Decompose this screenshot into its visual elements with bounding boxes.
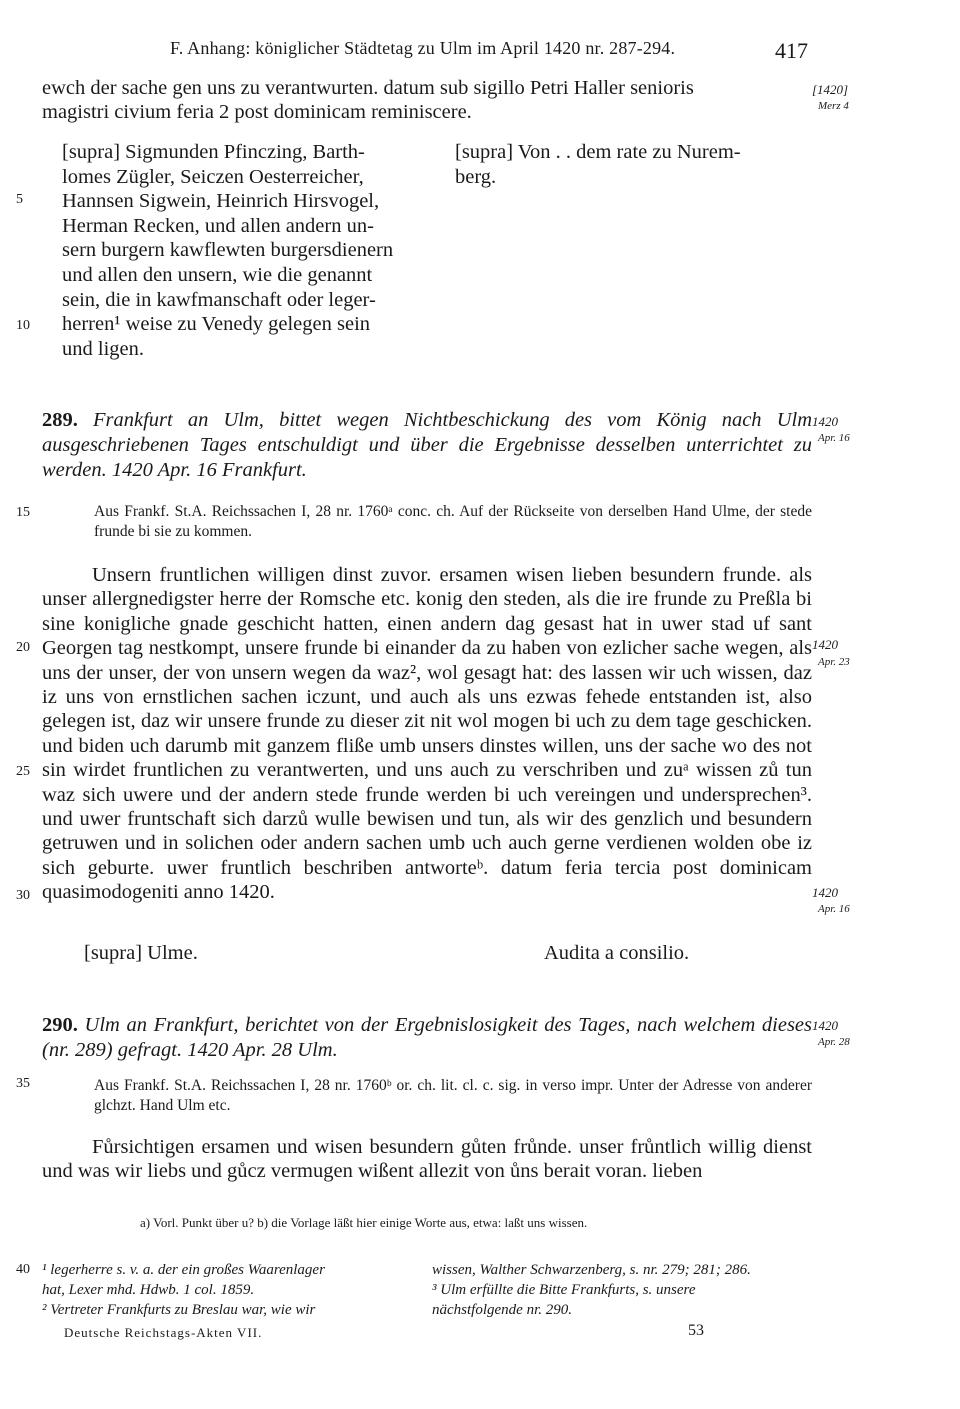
doc289-closing-right: Audita a consilio. bbox=[544, 942, 690, 964]
doc290-text: Fůrsichtigen ersamen und wisen besundern gůten frůnde. unser frůntlich willig dienst und was wir liebs und gůcz vermugen wißent allezit von ůns berait voran. lieben bbox=[42, 1136, 812, 1183]
doc290-margin-year: 1420 bbox=[812, 1018, 838, 1033]
doc290-title: Ulm an Frankfurt, berichtet von der Ergebnislosigkeit des Tages, nach welchem dieses (nr. 289) gefragt. 1420 Apr. 28 Ulm. bbox=[42, 1014, 813, 1061]
address-left bbox=[62, 140, 432, 361]
address-left-line: lomes Zügler, Seiczen Oesterreicher, bbox=[62, 165, 364, 188]
line-number: 15 bbox=[16, 505, 30, 520]
address-left-line: Herman Recken, und allen andern un- bbox=[62, 214, 374, 237]
footnote-line: ¹ legerherre s. v. a. der ein großes Waarenlager bbox=[42, 1262, 325, 1278]
line-number: 30 bbox=[16, 888, 30, 903]
address-left-line: und allen den unsern, wie die genannt bbox=[62, 263, 373, 286]
line-number: 20 bbox=[16, 640, 30, 655]
doc289-margin-date: Apr. 16 bbox=[818, 432, 850, 444]
address-right-line: [supra] Von . . dem rate zu Nurem- bbox=[455, 141, 741, 163]
doc289-title: Frankfurt an Ulm, bittet wegen Nichtbeschickung des vom König nach Ulm ausgeschriebenen Tages entschuldigt und über die Ergebnisse desselben unterrichtet zu werden. 1420 Apr. 16 Frankfurt. bbox=[42, 409, 812, 481]
intro-line-2: magistri civium feria 2 post dominicam reminiscere. bbox=[42, 101, 472, 123]
line-number: 35 bbox=[16, 1076, 30, 1091]
page-number: 417 bbox=[775, 38, 808, 63]
doc290-heading bbox=[42, 1013, 812, 1063]
address-left-line: sern burgern kawflewten burgersdienern bbox=[62, 239, 394, 262]
doc289-margin-year: 1420 bbox=[812, 414, 838, 429]
doc290-margin-date: Apr. 28 bbox=[818, 1036, 850, 1048]
intro-margin-year: [1420] bbox=[812, 82, 849, 97]
footnotes-left bbox=[42, 1260, 422, 1320]
footer-series: Deutsche Reichstags-Akten VII. bbox=[64, 1325, 263, 1340]
line-number: 25 bbox=[16, 764, 30, 779]
line-number: 10 bbox=[16, 318, 30, 333]
footnote-line: nächstfolgende nr. 290. bbox=[432, 1302, 572, 1318]
doc289-margin-date-3: Apr. 16 bbox=[818, 903, 850, 915]
address-left-line: und ligen. bbox=[62, 337, 144, 360]
doc289-margin-year-3: 1420 bbox=[812, 885, 838, 900]
doc290-source: Aus Frankf. St.A. Reichssachen I, 28 nr. 1760ᵇ or. ch. lit. cl. c. sig. in verso impr. Unter der Adresse von anderer glchzt. Hand Ulm etc. bbox=[94, 1077, 812, 1114]
footer-signature: 53 bbox=[688, 1322, 704, 1339]
running-title: F. Anhang: königlicher Städtetag zu Ulm im April 1420 nr. 287-294. bbox=[170, 38, 676, 58]
doc290-number: 290. bbox=[42, 1014, 78, 1036]
footnote-line: ² Vertreter Frankfurts zu Breslau war, wie wir bbox=[42, 1302, 316, 1318]
footnote-line: wissen, Walther Schwarzenberg, s. nr. 279; 281; 286. bbox=[432, 1262, 751, 1278]
address-right-line: berg. bbox=[455, 165, 497, 188]
textual-notes: a) Vorl. Punkt über u? b) die Vorlage läßt hier einige Worte aus, etwa: laßt uns wissen. bbox=[140, 1215, 588, 1230]
address-left-line: herren¹ weise zu Venedy gelegen sein bbox=[62, 313, 371, 336]
doc289-source: Aus Frankf. St.A. Reichssachen I, 28 nr. 1760ᵃ conc. ch. Auf der Rückseite von derselben Hand Ulme, der stede frunde bi sie zu kommen. bbox=[94, 503, 812, 540]
address-left-line: sein, die in kawfmanschaft oder leger- bbox=[62, 288, 376, 311]
doc289-margin-date-2: Apr. 23 bbox=[818, 656, 850, 668]
doc289-number: 289. bbox=[42, 409, 78, 431]
doc289-closing-left: [supra] Ulme. bbox=[84, 942, 198, 964]
doc289-heading bbox=[42, 408, 812, 482]
address-right bbox=[455, 140, 815, 189]
address-left-line: [supra] Sigmunden Pfinczing, Barth- bbox=[62, 141, 365, 163]
intro-line-1: ewch der sache gen uns zu verantwurten. datum sub sigillo Petri Haller senioris bbox=[42, 77, 694, 99]
doc289-margin-year-2: 1420 bbox=[812, 637, 838, 652]
footnotes-right bbox=[432, 1260, 812, 1320]
line-number: 5 bbox=[16, 192, 23, 207]
footnote-line: hat, Lexer mhd. Hdwb. 1 col. 1859. bbox=[42, 1282, 255, 1298]
footnote-line: ³ Ulm erfüllte die Bitte Frankfurts, s. unsere bbox=[432, 1282, 696, 1298]
line-number: 40 bbox=[16, 1262, 30, 1277]
address-left-line: Hannsen Sigwein, Heinrich Hirsvogel, bbox=[62, 190, 380, 213]
doc289-text: Unsern fruntlichen willigen dinst zuvor. ersamen wisen lieben besundern frunde. als unser allergnedigster herre der Romsche etc. konig den steden, als die ire frunde zu Preßla bi sine konigliche gnade geschicht hatten, einen andern dag gesast hat in uwer stad uf sant Georgen tag nestkompt, unsere frunde bi einander da zu haben von ezlicher sache wegen, als uns der unser, der von unsern wegen da waz², wol gesagt hat: des lassen wir uch wissen, daz iz uns von ernstlichen sachen iczunt, und auch als uns ezwas fehede entstanden ist, also gelegen ist, daz wir unsere frunde zu dieser zit nit wol mogen bi uch zu dem tage geschicken. und biden uch darumb mit ganzem fliße umb unsers dinstes willen, uns der sache wo des not sin wirdet fruntlichen zu verantwerten, und uns auch zu verschriben und zuᵃ wissen zů tun waz sich uwere und der andern stede frunde werden bi uch vereingen und undersprechen³. und uwer fruntschaft sich darzů wulle bewisen und tun, als wir des genzlich und besundern getruwen und in solichen oder andern sachen umb uch auch gerne verdienen wolden obe iz sich geburte. uwer fruntlich beschriben antworteᵇ. datum feria tercia post dominicam quasimodogeniti anno 1420. bbox=[42, 564, 812, 904]
intro-margin-date: Merz 4 bbox=[818, 100, 849, 112]
